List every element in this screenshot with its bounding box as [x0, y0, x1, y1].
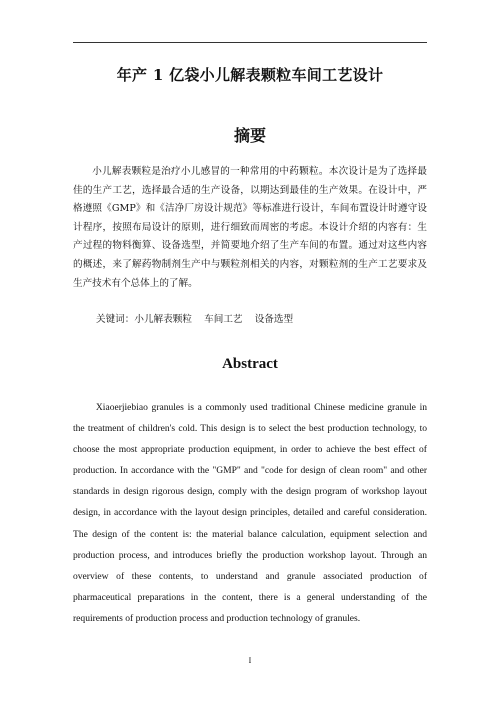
abstract-cn-body [73, 163, 427, 293]
header-rule [73, 42, 427, 43]
abstract-cn-paragraph: 小儿解表颗粒是治疗小儿感冒的一种常用的中药颗粒。本次设计是为了选择最佳的生产工艺，选择最合适的生产设备，以期达到最佳的生产效果。在设计中，严格遵照《GMP》和《洁净厂房设计规范》等标准进行设计，车间布置设计时遵守设计程序，按照布局设计的原则，进行细致而周密的考虑。本设计介绍的内容有：生产过程的物料衡算、设备选型，并简要地介绍了生产车间的布置。通过对这些内容的概述，来了解药物制剂生产中与颗粒剂相关的内容，对颗粒剂的生产工艺要求及生产技术有个总体上的了解。 [73, 166, 427, 289]
keywords-cn: 关键词：小儿解表颗粒 车间工艺 设备选型 [96, 314, 294, 325]
abstract-en-heading: Abstract [222, 356, 278, 372]
abstract-en-paragraph: Xiaoerjiebiao granules is a commonly used traditional Chinese medicine granule in the treatment of children's cold. This design is to select the best production technology, to choose the most appropriate production equipment, in order to achieve the best effect of production. In accordance with the "GMP" and "code for design of clean room" and other standards in design rigorous design, comply with the design program of workshop layout design, in accordance with the layout design principles, detailed and careful consideration. The design of the content is: the material balance calculation, equipment selection and production process, and introduces briefly the production workshop layout. Through an overview of these contents, to understand and granule associated production of pharmaceutical preparations in the content, there is a general understanding of the requirements of production process and production technology of granules. [73, 402, 427, 624]
abstract-cn-heading: 摘要 [233, 126, 266, 145]
document-title: 年产 1 亿袋小儿解表颗粒车间工艺设计 [116, 66, 384, 84]
abstract-en-body [73, 397, 427, 629]
page-number: I [248, 656, 252, 665]
